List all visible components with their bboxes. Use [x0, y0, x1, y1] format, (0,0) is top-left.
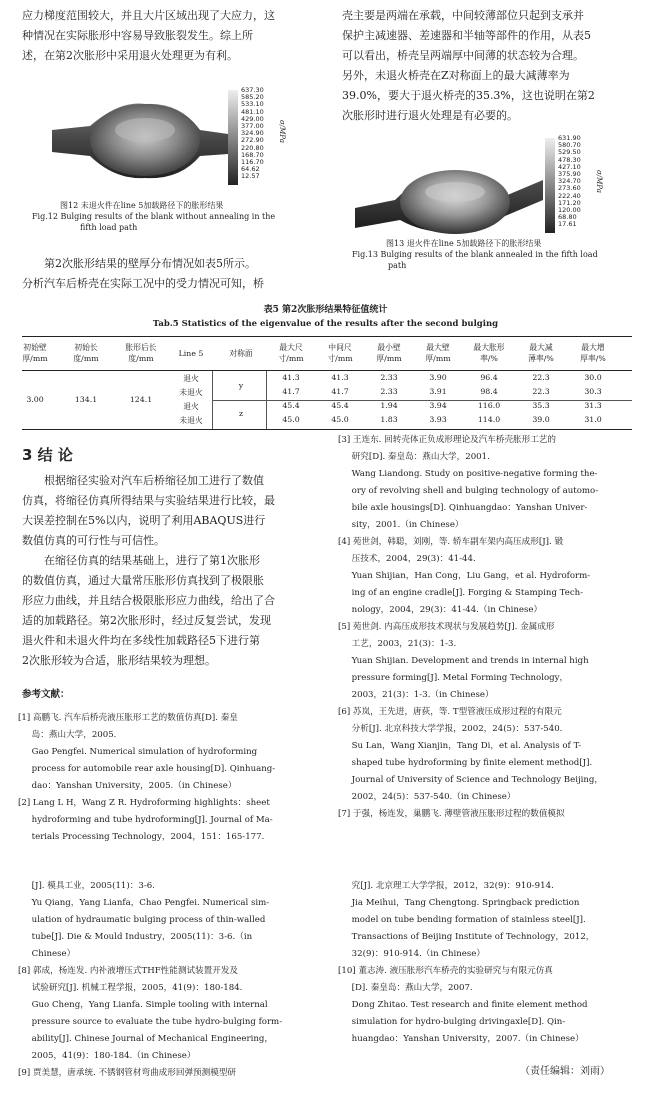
reference-line: nology，2004，29(3)：41-44.（in Chinese）: [338, 605, 543, 615]
reference-line: Transactions of Beijing Institute of Technology，2012，: [338, 932, 595, 942]
reference-line: process for automobile rear axle housing[D]. Qinhuang-: [18, 764, 276, 774]
table-header-cell: [568, 342, 618, 364]
reference-line: [5] 苑世剑. 内高压成形技术现状与发展趋势[J]. 金属成形: [338, 622, 555, 632]
legend-unit: σ/MPa: [595, 170, 603, 193]
figure-12-caption: [30, 200, 320, 233]
table-body: [22, 371, 632, 430]
reference-line: 637.30: [241, 86, 264, 94]
header-text: 最小壁: [377, 343, 401, 352]
reference-line: ory of revolving shell and bulging technology of automo-: [338, 486, 599, 496]
reference-line: Yuan Shijian，Han Cong，Liu Gang，et al. Hydroform-: [338, 571, 591, 581]
reference-line: [3] 王连东. 回转壳体正负成形理论及汽车桥壳胀形工艺的: [338, 435, 557, 445]
header-text: 度/mm: [128, 354, 154, 363]
table-header-cell: [166, 348, 216, 359]
text-line: 可以看出，桥壳呈两端厚中间薄的状态较为合理。: [342, 49, 584, 62]
header-text: 中间尺: [328, 343, 352, 352]
table-cell: 3.93: [429, 415, 447, 424]
table-header-cell: [464, 342, 514, 364]
table-header-cell: [413, 342, 463, 364]
axle-housing-image: [355, 130, 545, 240]
caption-en: Fig.13 Bulging results of the blank annealed in the fifth load: [352, 250, 598, 259]
table-header-cell: [10, 342, 60, 364]
text-line: 的数值仿真，通过大量常压胀形仿真找到了极限胀: [22, 574, 264, 587]
reference-line: pressure source to evaluate the tube hydro-bulging form-: [18, 1017, 283, 1027]
reference-line: 220.80: [241, 143, 264, 152]
reference-line: shaped tube hydroforming by finite element method[J].: [338, 758, 593, 768]
section-title: 3 结 论: [22, 446, 73, 464]
text-line: 应力梯度范围较大，并且大片区域出现了大应力，这: [22, 9, 275, 22]
header-text: 对称面: [229, 349, 253, 358]
reference-line: 试验研究[J]. 机械工程学报，2005，41(9)：180-184.: [18, 983, 243, 993]
table-cell: 3.90: [429, 373, 447, 382]
table-cell: 134.1: [74, 395, 98, 404]
text-line: 另外，未退火桥壳在Z对称面上的最大减薄率为: [342, 69, 570, 82]
reference-line: 12.57: [241, 172, 260, 181]
table-cell: 45.0: [282, 415, 300, 424]
caption-cn: 图12 未退火件在line 5加载路径下的胀形结果: [60, 201, 224, 210]
reference-line: terials Processing Technology，2004，151：165-177.: [18, 832, 265, 842]
header-text: Line 5: [178, 349, 204, 358]
table-cell: 41.3: [331, 373, 349, 382]
legend-values: [558, 135, 581, 229]
references-left: [18, 710, 323, 846]
table-cell: 31.3: [584, 401, 602, 410]
header-text: 厚率/%: [580, 354, 606, 363]
reference-line: 427.10: [558, 162, 581, 171]
reference-line: simulation for hydro-bulging drivingaxle[D]. Qin-: [338, 1017, 566, 1027]
reference-line: Gao Pengfei. Numerical simulation of hydroforming: [18, 747, 258, 757]
reference-line: [2] Lang L H，Wang Z R. Hydroforming highlights：sheet: [18, 798, 270, 808]
figure-13: [355, 130, 635, 240]
table-cell: 1.94: [380, 401, 398, 410]
reference-line: 222.40: [558, 191, 581, 200]
header-text: 寸/mm: [327, 354, 353, 363]
reference-line: Guo Cheng，Yang Lianfa. Simple tooling with internal: [18, 1000, 268, 1010]
reference-line: pressure forming[J]. Metal Forming Technology，: [338, 673, 569, 683]
reference-line: [10] 董志涛. 液压胀形汽车桥壳的实验研究与有限元仿真: [338, 966, 553, 976]
table-header: [22, 336, 632, 371]
color-scale-bar: [545, 138, 555, 233]
table-header-cell: [516, 342, 566, 364]
table-cell: 未退火: [179, 388, 203, 397]
text-line: 种情况在实际胀形中容易导致胀裂发生。综上所: [22, 29, 253, 42]
legend-values: [241, 87, 264, 181]
reference-line: Yuan Shijian. Development and trends in internal high: [338, 656, 589, 666]
text-line: 数值仿真的可行性与可信性。: [22, 534, 165, 547]
text-line: 第2次胀形结果的壁厚分布情况如表5所示。: [44, 257, 256, 270]
text-line: 次胀形时进行退火处理是有必要的。: [342, 109, 518, 122]
table-cell: 116.0: [477, 401, 501, 410]
caption-cn: 图13 退火件在line 5加载路径下的胀形结果: [386, 239, 542, 248]
data-table: [22, 336, 632, 430]
reference-line: 631.90: [558, 134, 581, 142]
header-text: 率/%: [480, 354, 498, 363]
reference-line: Jia Meihui，Tang Chengtong. Springback prediction: [338, 898, 580, 908]
reference-line: sity，2001.（in Chinese）: [338, 520, 464, 530]
table-cell: 30.3: [584, 387, 602, 396]
reference-line: [8] 郭成，杨连发. 内补液增压式THF性能测试装置开发及: [18, 966, 239, 976]
table-divider: [212, 400, 632, 401]
reference-line: ulation of hydraumatic bulging process of thin-walled: [18, 915, 266, 925]
table-cell: 3.00: [26, 395, 44, 404]
header-text: 最大尺: [279, 343, 303, 352]
text-line: 适的加载路径。第2次胀形时，经过反复尝试，发现: [22, 614, 271, 627]
reference-line: Yu Qiang，Yang Lianfa，Chao Pengfei. Numerical sim-: [18, 898, 270, 908]
reference-line: [6] 苏岚，王先进，唐荻，等. T型管液压成形过程的有限元: [338, 707, 562, 717]
header-text: 胀形后长: [125, 343, 157, 352]
reference-line: 120.00: [558, 206, 581, 215]
reference-line: 585.20: [241, 93, 264, 102]
header-text: 最大增: [581, 343, 605, 352]
references-right: [338, 432, 643, 823]
reference-line: 580.70: [558, 141, 581, 150]
reference-line: Journal of University of Science and Technology Beijing，: [338, 775, 604, 785]
top-left-paragraph: [22, 6, 322, 66]
table-cell: 3.91: [429, 387, 447, 396]
text-line: 大误差控制在5%以内，说明了利用ABAQUS进行: [22, 514, 266, 527]
header-text: 度/mm: [73, 354, 99, 363]
reference-line: Su Lan，Wang Xianjin，Tang Di，et al. Analysis of T-: [338, 741, 581, 751]
reference-line: 岛：燕山大学，2005.: [18, 730, 117, 740]
reference-line: ability[J]. Chinese Journal of Mechanical Engineering，: [18, 1034, 273, 1044]
table-header-cell: [61, 342, 111, 364]
text-line: 2次胀形较为合适，胀形结果较为理想。: [22, 654, 216, 667]
table-header-cell: [116, 342, 166, 364]
reference-line: hydroforming and tube hydroforming[J]. Journal of Ma-: [18, 815, 273, 825]
reference-line: 压技术，2004，29(3)：41-44.: [338, 554, 476, 564]
reference-line: 2002，24(5)：537-540.（in Chinese）: [338, 792, 516, 802]
table-cell: 41.7: [282, 387, 300, 396]
reference-line: tube[J]. Die & Mould Industry，2005(11)：3-6.（in: [18, 932, 253, 942]
reference-line: 481.10: [241, 107, 264, 116]
table-cell: 124.1: [129, 395, 153, 404]
reference-line: 2003，21(3)：1-3.（in Chinese）: [338, 690, 494, 700]
reference-line: 324.70: [558, 177, 581, 186]
header-text: 最大减: [529, 343, 553, 352]
text-line: 退火件和未退火件均在多线性加载路径5下进行第: [22, 634, 260, 647]
header-text: 厚/mm: [425, 354, 451, 363]
reference-line: huangdao：Yanshan University，2007.（in Chinese）: [338, 1034, 584, 1044]
reference-line: 32(9)：910-914.（in Chinese）: [338, 949, 485, 959]
axle-housing-image: [50, 80, 230, 190]
reference-line: 68.80: [558, 213, 577, 222]
reference-line: 168.70: [241, 150, 264, 159]
reference-line: [7] 于强，杨连发，巢鹏飞. 薄壁管液压胀形过程的数值模拟: [338, 809, 565, 819]
table-cell: 22.3: [532, 373, 550, 382]
legend-unit: σ/MPa: [278, 120, 286, 143]
table-cell: 22.3: [532, 387, 550, 396]
table-cell: 45.0: [331, 415, 349, 424]
table-header-cell: [315, 342, 365, 364]
reference-line: 研究[D]. 秦皇岛：燕山大学，2001.: [338, 452, 490, 462]
editor-note: （责任编辑：刘雨）: [520, 1066, 610, 1077]
table-cell: y: [238, 381, 244, 390]
table-header-cell: [216, 348, 266, 359]
table-title-en: Tab.5 Statistics of the eigenvalue of the results after the second bulging: [152, 319, 499, 329]
figure-12: [50, 80, 320, 190]
caption-en: path: [388, 261, 407, 270]
header-text: 寸/mm: [278, 354, 304, 363]
reference-line: [9] 贾美慧，唐承统. 不锈钢管材弯曲成形回弹预测模型研: [18, 1068, 237, 1078]
reference-line: 究[J]. 北京理工大学学报，2012，32(9)：910-914.: [338, 881, 554, 891]
header-text: 最大壁: [426, 343, 450, 352]
header-text: 初始壁: [23, 343, 47, 352]
text-line: 分析汽车后桥壳在实际工况中的受力情况可知，桥: [22, 277, 264, 290]
header-text: 厚/mm: [376, 354, 402, 363]
table-title-cn: 表5 第2次胀形结果特征值统计: [263, 305, 388, 315]
reference-line: model on tube bending formation of stainless steel[J].: [338, 915, 586, 925]
table-cell: 退火: [183, 402, 199, 411]
caption-en: fifth load path: [80, 223, 138, 232]
reference-line: Chinese）: [18, 949, 76, 959]
reference-line: Dong Zhitao. Test research and finite element method: [338, 1000, 588, 1010]
reference-line: 478.30: [558, 155, 581, 164]
text-line: 在缩径仿真的结果基础上，进行了第1次胀形: [44, 554, 260, 567]
table-cell: 30.0: [584, 373, 602, 382]
reference-line: bile axle housings[D]. Qinhuangdao：Yanshan Univer-: [338, 503, 588, 513]
reference-line: 273.60: [558, 184, 581, 193]
text-line: 仿真，将缩径仿真所得结果与实验结果进行比较，最: [22, 494, 275, 507]
figure-13-caption: [352, 238, 642, 271]
color-scale-bar: [228, 90, 238, 185]
reference-line: [D]. 秦皇岛：燕山大学，2007.: [338, 983, 473, 993]
reference-line: ing of an engine cradle[J]. Forging & Stamping Tech-: [338, 588, 584, 598]
table-cell: 96.4: [480, 373, 498, 382]
reference-line: 324.90: [241, 129, 264, 138]
table-cell: z: [238, 409, 244, 418]
reference-line: [1] 高鹏飞. 汽车后桥壳液压胀形工艺的数值仿真[D]. 秦皇: [18, 713, 238, 723]
table-cell: 98.4: [480, 387, 498, 396]
reference-line: 429.00: [241, 114, 264, 123]
text-line: 壳主要是两端在承载，中间较薄部位只起到支承并: [342, 9, 584, 22]
table-cell: 未退火: [179, 416, 203, 425]
table-cell: 114.0: [477, 415, 501, 424]
header-text: 薄率/%: [528, 354, 554, 363]
conclusion-paragraph: [22, 471, 320, 671]
table-cell: 35.3: [532, 401, 550, 410]
reference-line: 375.90: [558, 170, 581, 179]
header-text: 最大胀形: [473, 343, 505, 352]
reference-line: 533.10: [241, 100, 264, 109]
table-cell: 39.0: [532, 415, 550, 424]
references-heading: 参考文献：: [22, 689, 70, 700]
table-header-cell: [266, 342, 316, 364]
table-cell: 41.3: [282, 373, 300, 382]
reference-line: 116.70: [241, 158, 264, 167]
table-cell: 3.94: [429, 401, 447, 410]
top-right-paragraph: [342, 6, 637, 126]
reference-line: [4] 苑世剑，韩聪，刘刚，等. 轿车副车架内高压成形[J]. 锻: [338, 537, 564, 547]
text-line: 保护主减速器、差速器和半轴等部件的作用，从表5: [342, 29, 591, 42]
reference-line: 377.00: [241, 122, 264, 131]
caption-en: Fig.12 Bulging results of the blank without annealing in the: [32, 212, 276, 221]
references-right-continued: [338, 878, 643, 1048]
reference-line: Wang Liandong. Study on positive-negative forming the-: [338, 469, 598, 479]
reference-line: 272.90: [241, 136, 264, 145]
table-cell: 2.33: [380, 373, 398, 382]
table-cell: 2.33: [380, 387, 398, 396]
reference-line: 529.50: [558, 148, 581, 157]
text-line: 形应力曲线，并且结合极限胀形应力曲线，给出了合: [22, 594, 275, 607]
text-line: 述，在第2次胀形中采用退火处理更为有利。: [22, 49, 238, 62]
table-cell: 31.0: [584, 415, 602, 424]
table-cell: 41.7: [331, 387, 349, 396]
reference-line: 64.62: [241, 165, 260, 174]
reference-line: [J]. 模具工业，2005(11)：3-6.: [18, 881, 155, 891]
reference-line: 17.61: [558, 220, 577, 229]
references-left-continued: [18, 878, 323, 1082]
reference-line: 分析[J]. 北京科技大学学报，2002，24(5)：537-540.: [338, 724, 563, 734]
text-line: 39.0%，要大于退火桥壳的35.3%，这也说明在第2: [342, 89, 595, 102]
header-text: 厚/mm: [22, 354, 48, 363]
table-cell: 退火: [183, 374, 199, 383]
text-line: 根据缩径实验对汽车后桥缩径加工进行了数值: [44, 474, 264, 487]
table-header-cell: [364, 342, 414, 364]
reference-line: dao：Yanshan University，2005.（in Chinese）: [18, 781, 237, 791]
reference-line: 工艺，2003，21(3)：1-3.: [338, 639, 457, 649]
mid-left-paragraph: [22, 254, 322, 294]
header-text: 初始长: [74, 343, 98, 352]
table-cell: 45.4: [282, 401, 300, 410]
table-cell: 45.4: [331, 401, 349, 410]
table-cell: 1.83: [380, 415, 398, 424]
reference-line: 171.20: [558, 198, 581, 207]
reference-line: 2005，41(9)：180-184.（in Chinese）: [18, 1051, 196, 1061]
